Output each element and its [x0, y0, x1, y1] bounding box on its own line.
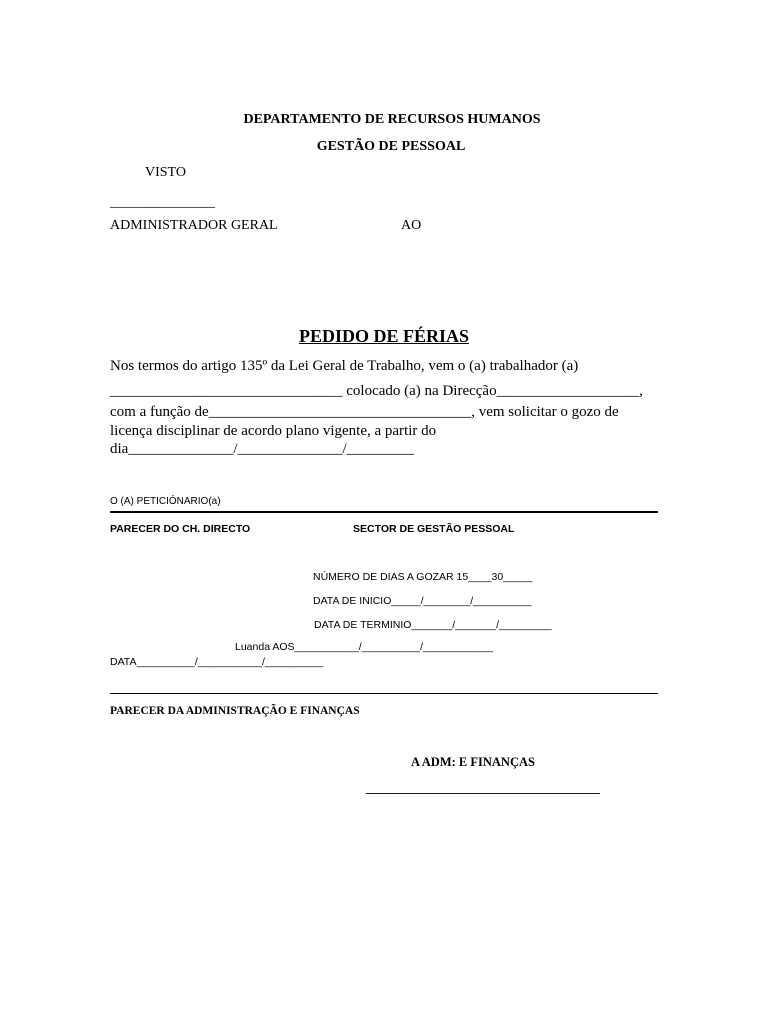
request-line-3: com a função de___________________________________, vem solicitar o gozo de	[110, 404, 619, 420]
start-date-field: DATA DE INICIO_____/________/__________	[313, 595, 532, 607]
petitioner-divider	[110, 511, 658, 513]
petitioner-label: O (A) PETICIÓNARIO(a)	[110, 496, 221, 507]
request-line-1: Nos termos do artigo 135º da Lei Geral de Trabalho, vem o (a) trabalhador (a)	[110, 358, 579, 374]
visto-signature-line: _______________	[110, 195, 215, 210]
finance-signature-line: ____________________________________	[366, 780, 600, 795]
department-heading: DEPARTAMENTO DE RECURSOS HUMANOS	[243, 112, 541, 127]
end-date-field: DATA DE TERMINIO_______/_______/_________	[314, 619, 552, 631]
request-line-5: dia______________/______________/_________	[110, 441, 415, 457]
request-line-2: _______________________________ colocado (a) na Direcção___________________,	[110, 383, 643, 399]
section-heading: GESTÃO DE PESSOAL	[316, 139, 466, 154]
request-line-4: licença disciplinar de acordo plano vigente, a partir do	[110, 423, 437, 439]
luanda-date-field: Luanda AOS___________/__________/____________	[235, 641, 494, 653]
personnel-sector-label: SECTOR DE GESTÃO PESSOAL	[353, 523, 515, 535]
finance-addressee-label: A ADM: E FINANÇAS	[411, 755, 535, 769]
days-to-take-field: NÚMERO DE DIAS A GOZAR 15____30_____	[313, 571, 533, 583]
date-field: DATA__________/___________/__________	[110, 656, 324, 668]
finance-divider	[110, 693, 658, 694]
direct-chief-opinion-label: PARECER DO CH. DIRECTO	[110, 523, 251, 535]
visto-label: VISTO	[145, 165, 186, 180]
administrator-label: ADMINISTRADOR GERAL	[110, 218, 278, 233]
finance-opinion-label: PARECER DA ADMINISTRAÇÃO E FINANÇAS	[110, 705, 360, 717]
form-title: PEDIDO DE FÉRIAS	[298, 326, 470, 346]
addressee-label: AO	[401, 218, 422, 233]
